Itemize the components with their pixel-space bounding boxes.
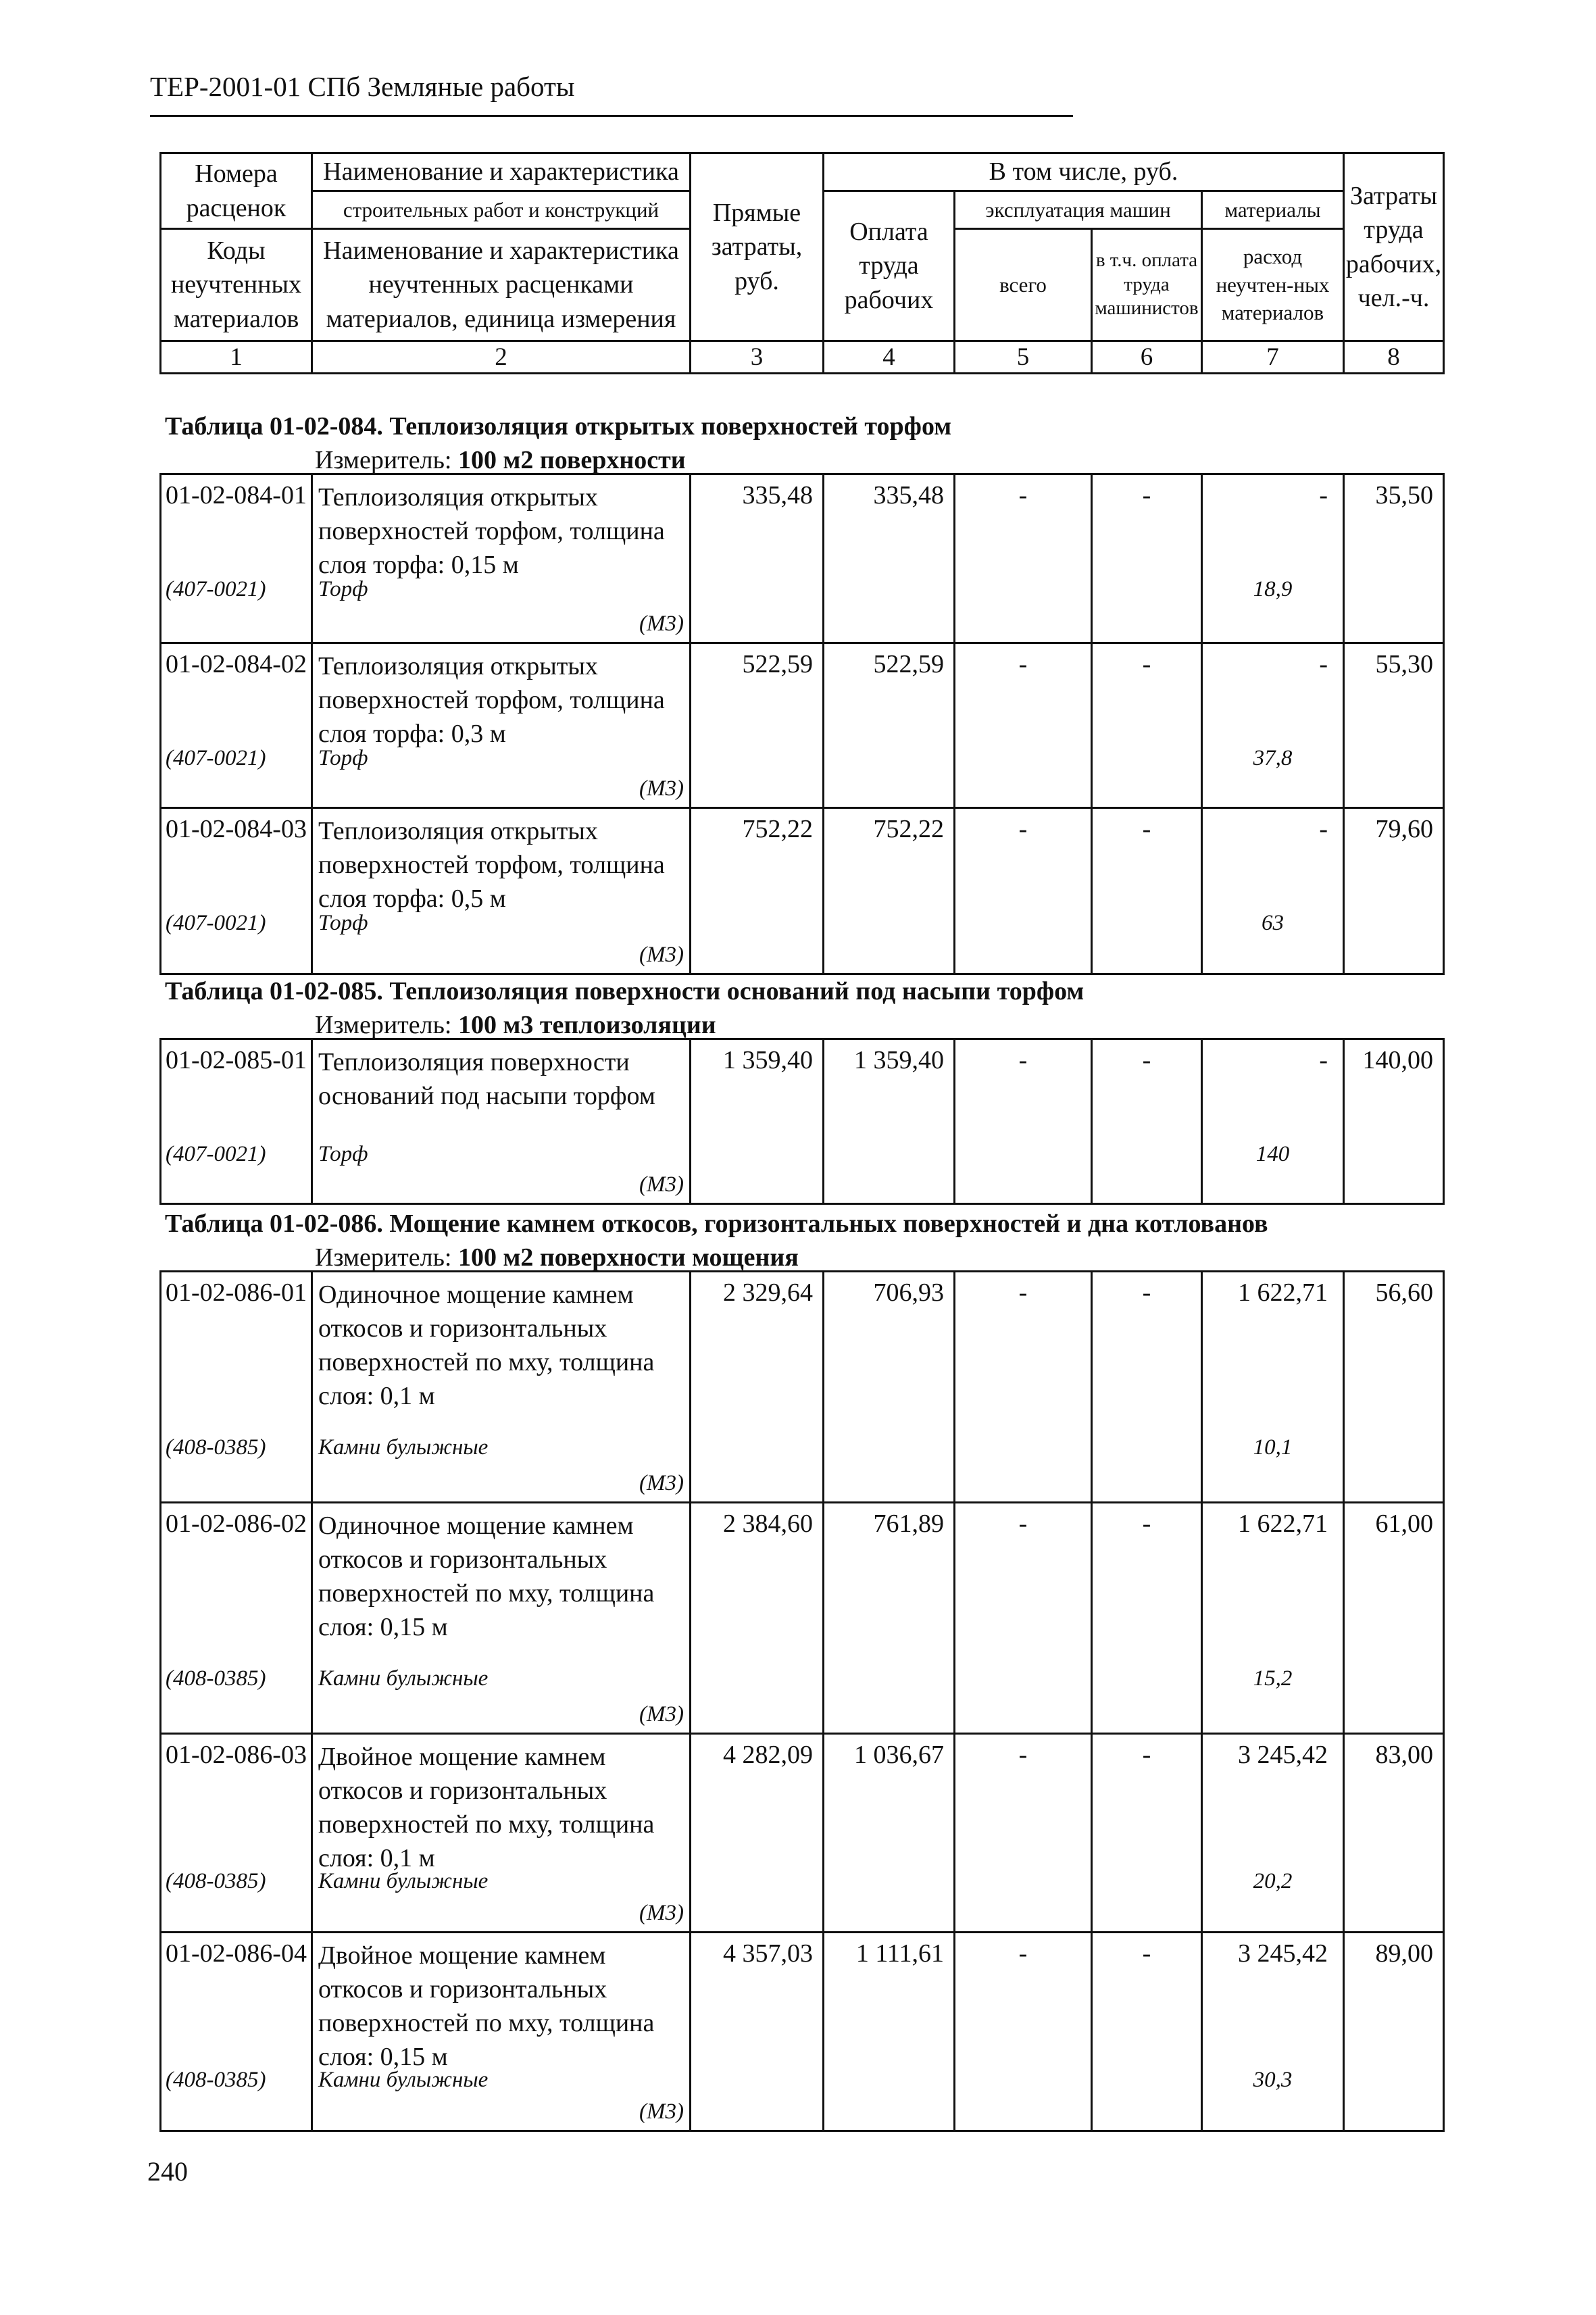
rate-code-cell <box>161 1272 312 1503</box>
direct-costs: 752,22 <box>691 808 824 974</box>
rate-name: Одиночное мощение камнем откосов и горизонтальных поверхностей по мху, толщина слоя: 0,15 м <box>318 1512 655 1641</box>
labor-hours: 79,60 <box>1344 808 1444 974</box>
material-quantity: 20,2 <box>1253 1869 1293 1893</box>
rate-code: 01-02-086-01 <box>166 1278 307 1307</box>
rate-code: 01-02-085-01 <box>166 1046 307 1074</box>
machinist-pay: - <box>1092 1734 1202 1933</box>
material-unit: (М3) <box>639 943 684 968</box>
material-unit: (М3) <box>639 1172 684 1197</box>
machines-total: - <box>955 808 1092 974</box>
rate-code: 01-02-084-02 <box>166 650 307 678</box>
rates-table <box>159 473 1445 975</box>
materials-cost: - 140 <box>1202 1039 1344 1204</box>
rate-code-cell <box>161 1734 312 1933</box>
machines-total: - <box>955 1734 1092 1933</box>
machinist-pay: - <box>1092 808 1202 974</box>
rates-table <box>159 1270 1445 2132</box>
machinist-pay: - <box>1092 1039 1202 1204</box>
section-title: Таблица 01-02-085. Теплоизоляция поверхности оснований под насыпи торфом <box>165 977 1084 1005</box>
rate-name: Двойное мощение камнем откосов и горизонтальных поверхностей по мху, толщина слоя: 0,1 м <box>318 1743 655 1872</box>
rate-code-cell <box>161 474 312 643</box>
machinist-pay: - <box>1092 1503 1202 1734</box>
header-labor-hours: Затраты труда рабочих, чел.-ч. <box>1344 153 1444 341</box>
table-row <box>161 643 1444 808</box>
material-quantity: 37,8 <box>1253 746 1293 770</box>
rate-name-cell <box>312 643 691 808</box>
machinist-pay: - <box>1092 643 1202 808</box>
material-unit: (М3) <box>639 1702 684 1727</box>
rate-name: Теплоизоляция открытых поверхностей торфом, толщина слоя торфа: 0,3 м <box>318 652 665 748</box>
rate-code-cell <box>161 1039 312 1204</box>
table-row <box>161 1039 1444 1204</box>
rate-name: Теплоизоляция открытых поверхностей торфом, толщина слоя торфа: 0,5 м <box>318 817 665 913</box>
machines-total: - <box>955 643 1092 808</box>
materials-cost: 1 622,71 10,1 <box>1202 1272 1344 1503</box>
material-code: (408-0385) <box>166 1869 266 1893</box>
material-name: Торф <box>318 1142 368 1166</box>
material-code: (408-0385) <box>166 1666 266 1691</box>
col-num-8: 8 <box>1344 341 1444 374</box>
rate-code: 01-02-086-04 <box>166 1939 307 1968</box>
col-num-5: 5 <box>955 341 1092 374</box>
rate-name: Теплоизоляция поверхности оснований под насыпи торфом <box>318 1048 655 1110</box>
material-quantity: 15,2 <box>1253 1666 1293 1691</box>
col-num-1: 1 <box>161 341 312 374</box>
direct-costs: 4 357,03 <box>691 1933 824 2131</box>
labor-pay: 706,93 <box>824 1272 955 1503</box>
material-quantity: 18,9 <box>1253 577 1293 601</box>
section-unit: Измеритель: 100 м3 теплоизоляции <box>315 1011 716 1039</box>
material-quantity: 140 <box>1255 1142 1290 1166</box>
header-machines-total: всего <box>955 229 1092 341</box>
machinist-pay: - <box>1092 1272 1202 1503</box>
material-name: Торф <box>318 911 368 935</box>
table-row <box>161 474 1444 643</box>
material-code: (407-0021) <box>166 911 266 935</box>
material-unit: (М3) <box>639 1471 684 1496</box>
machinist-pay: - <box>1092 474 1202 643</box>
direct-costs: 1 359,40 <box>691 1039 824 1204</box>
labor-hours: 56,60 <box>1344 1272 1444 1503</box>
header-machines: эксплуатация машин <box>955 191 1202 229</box>
rate-code-cell <box>161 1503 312 1734</box>
rate-name: Двойное мощение камнем откосов и горизонтальных поверхностей по мху, толщина слоя: 0,15 м <box>318 1941 655 2071</box>
direct-costs: 2 384,60 <box>691 1503 824 1734</box>
material-quantity: 30,3 <box>1253 2068 1293 2092</box>
header-including: В том числе, руб. <box>824 153 1344 191</box>
header-work-name: Наименование и характеристика <box>312 153 691 191</box>
labor-hours: 61,00 <box>1344 1503 1444 1734</box>
labor-hours: 140,00 <box>1344 1039 1444 1204</box>
col-num-6: 6 <box>1092 341 1202 374</box>
col-num-3: 3 <box>691 341 824 374</box>
rate-code: 01-02-084-03 <box>166 815 307 843</box>
material-name: Торф <box>318 746 368 770</box>
materials-cost: - 18,9 <box>1202 474 1344 643</box>
header-rule <box>150 115 1073 117</box>
rate-name-cell <box>312 1933 691 2131</box>
rate-name: Теплоизоляция открытых поверхностей торфом, толщина слоя торфа: 0,15 м <box>318 483 665 579</box>
material-name: Камни булыжные <box>318 1666 489 1691</box>
header-material-consumption: расход неучтен-ных материалов <box>1202 229 1344 341</box>
material-unit: (М3) <box>639 776 684 801</box>
table-row <box>161 1933 1444 2131</box>
labor-hours: 89,00 <box>1344 1933 1444 2131</box>
material-name: Камни булыжные <box>318 1869 489 1893</box>
labor-hours: 35,50 <box>1344 474 1444 643</box>
header-machinist-pay: в т.ч. оплата труда машинистов <box>1092 229 1202 341</box>
rate-name-cell <box>312 1503 691 1734</box>
direct-costs: 2 329,64 <box>691 1272 824 1503</box>
direct-costs: 4 282,09 <box>691 1734 824 1933</box>
rate-code-cell <box>161 1933 312 2131</box>
page-number: 240 <box>147 2156 188 2187</box>
material-unit: (М3) <box>639 1901 684 1926</box>
direct-costs: 522,59 <box>691 643 824 808</box>
material-name: Камни булыжные <box>318 2068 489 2092</box>
material-name: Торф <box>318 577 368 601</box>
rate-code: 01-02-086-02 <box>166 1510 307 1538</box>
col-num-4: 4 <box>824 341 955 374</box>
col-num-7: 7 <box>1202 341 1344 374</box>
header-work-name-line2: строительных работ и конструкций <box>312 191 691 229</box>
labor-pay: 335,48 <box>824 474 955 643</box>
section-unit: Измеритель: 100 м2 поверхности <box>315 446 686 474</box>
machines-total: - <box>955 474 1092 643</box>
rate-name-cell <box>312 474 691 643</box>
materials-cost: 1 622,71 15,2 <box>1202 1503 1344 1734</box>
header-direct-costs: Прямые затраты, руб. <box>691 153 824 341</box>
material-unit: (М3) <box>639 2099 684 2124</box>
section-title: Таблица 01-02-086. Мощение камнем откосов, горизонтальных поверхностей и дна котлованов <box>165 1210 1268 1238</box>
rate-name-cell <box>312 1272 691 1503</box>
rate-name-cell <box>312 808 691 974</box>
material-code: (408-0385) <box>166 2068 266 2092</box>
section-title: Таблица 01-02-084. Теплоизоляция открытых поверхностей торфом <box>165 412 952 441</box>
machines-total: - <box>955 1039 1092 1204</box>
material-unit: (М3) <box>639 612 684 637</box>
running-head: ТЕР-2001-01 СПб Земляные работы <box>150 71 575 102</box>
table-row <box>161 1734 1444 1933</box>
rate-code-cell <box>161 808 312 974</box>
labor-pay: 752,22 <box>824 808 955 974</box>
rate-name: Одиночное мощение камнем откосов и горизонтальных поверхностей по мху, толщина слоя: 0,1 м <box>318 1280 655 1410</box>
material-code: (408-0385) <box>166 1435 266 1460</box>
labor-pay: 761,89 <box>824 1503 955 1734</box>
material-code: (407-0021) <box>166 746 266 770</box>
rate-code-cell <box>161 643 312 808</box>
labor-pay: 1 111,61 <box>824 1933 955 2131</box>
rates-table <box>159 1038 1445 1205</box>
labor-hours: 55,30 <box>1344 643 1444 808</box>
table-row <box>161 1272 1444 1503</box>
labor-pay: 1 036,67 <box>824 1734 955 1933</box>
labor-pay: 1 359,40 <box>824 1039 955 1204</box>
materials-cost: - 63 <box>1202 808 1344 974</box>
rate-code: 01-02-086-03 <box>166 1741 307 1769</box>
labor-hours: 83,00 <box>1344 1734 1444 1933</box>
materials-cost: 3 245,42 20,2 <box>1202 1734 1344 1933</box>
rate-name-cell <box>312 1039 691 1204</box>
material-code: (407-0021) <box>166 1142 266 1166</box>
machines-total: - <box>955 1503 1092 1734</box>
header-rate-numbers: Номера расценок <box>161 153 312 229</box>
table-row <box>161 1503 1444 1734</box>
col-num-2: 2 <box>312 341 691 374</box>
header-materials: материалы <box>1202 191 1344 229</box>
section-unit: Измеритель: 100 м2 поверхности мощения <box>315 1243 799 1272</box>
material-quantity: 10,1 <box>1253 1435 1293 1460</box>
machines-total: - <box>955 1272 1092 1503</box>
header-material-names: Наименование и характеристика неучтенных расценками материалов, единица измерения <box>312 229 691 341</box>
material-code: (407-0021) <box>166 577 266 601</box>
machinist-pay: - <box>1092 1933 1202 2131</box>
machines-total: - <box>955 1933 1092 2131</box>
materials-cost: 3 245,42 30,3 <box>1202 1933 1344 2131</box>
rate-code: 01-02-084-01 <box>166 481 307 509</box>
direct-costs: 335,48 <box>691 474 824 643</box>
table-row <box>161 808 1444 974</box>
material-quantity: 63 <box>1262 911 1284 935</box>
labor-pay: 522,59 <box>824 643 955 808</box>
material-name: Камни булыжные <box>318 1435 489 1460</box>
column-header-table <box>159 152 1445 374</box>
header-labor-pay: Оплата труда рабочих <box>824 191 955 341</box>
rate-name-cell <box>312 1734 691 1933</box>
materials-cost: - 37,8 <box>1202 643 1344 808</box>
header-material-codes: Коды неучтенных материалов <box>161 229 312 341</box>
